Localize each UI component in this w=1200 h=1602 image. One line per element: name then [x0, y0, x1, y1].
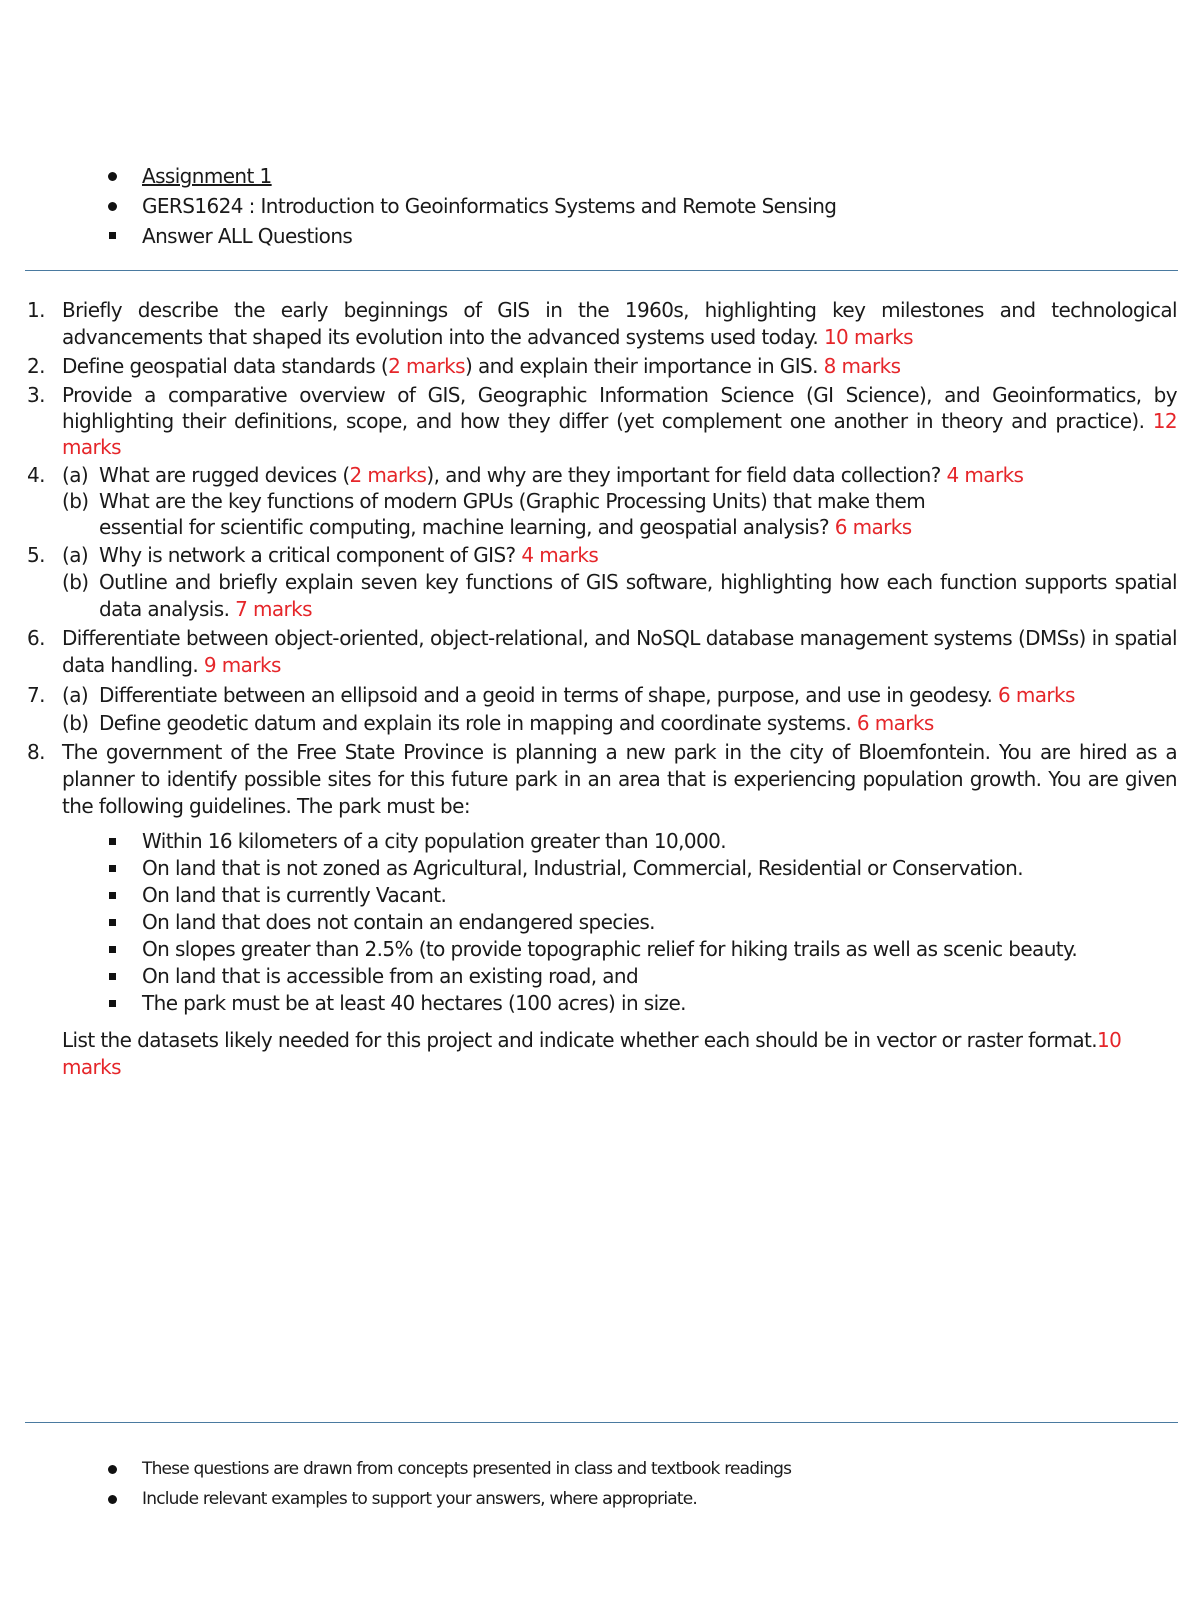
marks-label: 6 marks: [834, 515, 912, 539]
guideline-item: On slopes greater than 2.5% (to provide topographic relief for hiking trails as well as scenic beauty.: [62, 936, 1177, 963]
guideline-item: On land that is accessible from an existing road, and: [62, 963, 1177, 990]
question-4b: [62, 488, 1177, 540]
question-number: 2.: [27, 354, 45, 378]
question-number: 3.: [27, 383, 45, 407]
sub-label: (b): [62, 570, 89, 594]
guideline-list: [62, 828, 1177, 1017]
question-7: [25, 681, 1177, 737]
question-number: 8.: [27, 740, 45, 764]
bullet-square-icon: [109, 892, 116, 899]
instruction-text: Answer ALL Questions: [142, 224, 353, 248]
marks-label: 10 marks: [823, 325, 913, 349]
question-text: Provide a comparative overview of GIS, Geographic Information Science (GI Science), and Geoinformatics, by highlighting their definitions, scope, and how they differ (yet complement one another in theory and practice). 12 marks: [62, 383, 1177, 459]
marks-label: 2 marks: [349, 463, 427, 487]
guideline-item: The park must be at least 40 hectares (100 acres) in size.: [62, 990, 1177, 1017]
question-6: [25, 625, 1177, 679]
footer-item: [105, 1484, 1155, 1514]
marks-label: 6 marks: [998, 683, 1075, 707]
question-number: 1.: [27, 298, 45, 322]
marks-label: 7 marks: [235, 597, 312, 621]
bullet-square-icon: [109, 919, 116, 926]
question-text: Differentiate between an ellipsoid and a geoid in terms of shape, purpose, and use in geodesy. 6 marks: [99, 683, 1075, 707]
header-item: [105, 191, 1155, 221]
sub-label: (b): [62, 489, 89, 513]
question-7b: [62, 709, 1177, 737]
bullet-dot-icon: [108, 1495, 117, 1504]
guideline-item: On land that is not zoned as Agricultural, Industrial, Commercial, Residential or Conservation.: [62, 855, 1177, 882]
question-text: What are the key functions of modern GPUs (Graphic Processing Units) that make them essential for scientific computing, machine learning, and geospatial analysis? 6 marks: [99, 489, 926, 539]
marks-label: 6 marks: [856, 711, 934, 735]
footer-divider: [25, 1422, 1178, 1423]
question-8: [25, 739, 1177, 1081]
marks-label: 4 marks: [521, 543, 599, 567]
question-number: 6.: [27, 626, 45, 650]
question-2: [25, 353, 1177, 380]
bullet-dot-icon: [108, 202, 117, 211]
header-item: [105, 161, 1155, 191]
header-item: [105, 221, 1155, 251]
question-4a: [62, 462, 1177, 488]
question-list: [25, 297, 1177, 1083]
footer-note: These questions are drawn from concepts presented in class and textbook readings: [142, 1459, 792, 1479]
question-3: [25, 382, 1177, 460]
question-text: Define geospatial data standards (2 marks) and explain their importance in GIS. 8 marks: [62, 354, 901, 378]
question-5: [25, 542, 1177, 623]
bullet-square-icon: [109, 865, 116, 872]
header-divider: [25, 270, 1178, 271]
sub-label: (a): [62, 683, 89, 707]
question-7a: [62, 681, 1177, 709]
question-5b: [62, 569, 1177, 623]
assignment-header: [105, 161, 1155, 251]
question-text: Differentiate between object-oriented, object-relational, and NoSQL database management systems (DMSs) in spatial data handling. 9 marks: [62, 626, 1177, 677]
question-number: 7.: [27, 683, 45, 707]
bullet-square-icon: [109, 838, 116, 845]
guideline-item: On land that is currently Vacant.: [62, 882, 1177, 909]
question-text: Briefly describe the early beginnings of GIS in the 1960s, highlighting key milestones and technological advancements that shaped its evolution into the advanced systems used today. 10 marks: [62, 298, 1177, 349]
bullet-square-icon: [109, 946, 116, 953]
question-number: 5.: [27, 543, 45, 567]
footer-note: Include relevant examples to support your answers, where appropriate.: [142, 1489, 698, 1509]
sub-label: (a): [62, 543, 89, 567]
marks-label: 10 marks: [62, 1028, 1122, 1079]
question-text: Why is network a critical component of GIS? 4 marks: [99, 543, 599, 567]
bullet-square-icon: [109, 1000, 116, 1007]
question-text: Define geodetic datum and explain its role in mapping and coordinate systems. 6 marks: [99, 711, 934, 735]
marks-label: 2 marks: [388, 354, 465, 378]
question-closing: List the datasets likely needed for this project and indicate whether each should be in vector or raster format.10 marks: [62, 1028, 1122, 1079]
bullet-dot-icon: [108, 1465, 117, 1474]
footer-notes: [105, 1454, 1155, 1514]
question-5a: [62, 542, 1177, 569]
marks-label: 8 marks: [823, 354, 901, 378]
sub-label: (b): [62, 711, 89, 735]
marks-label: 4 marks: [946, 463, 1024, 487]
bullet-dot-icon: [108, 172, 117, 181]
bullet-square-icon: [109, 973, 116, 980]
question-4: [25, 462, 1177, 540]
guideline-item: Within 16 kilometers of a city population greater than 10,000.: [62, 828, 1177, 855]
assignment-title: Assignment 1: [142, 164, 272, 188]
question-text: What are rugged devices (2 marks), and why are they important for field data collection? 4 marks: [99, 463, 1024, 487]
course-title: GERS1624 : Introduction to Geoinformatics Systems and Remote Sensing: [142, 194, 837, 218]
question-1: [25, 297, 1177, 351]
question-text: Outline and briefly explain seven key functions of GIS software, highlighting how each function supports spatial data analysis. 7 marks: [99, 570, 1177, 621]
marks-label: 12 marks: [62, 409, 1177, 459]
marks-label: 9 marks: [203, 653, 281, 677]
guideline-item: On land that does not contain an endangered species.: [62, 909, 1177, 936]
footer-item: [105, 1454, 1155, 1484]
bullet-square-icon: [109, 232, 116, 239]
sub-label: (a): [62, 463, 89, 487]
question-text: The government of the Free State Province is planning a new park in the city of Bloemfontein. You are hired as a planner to identify possible sites for this future park in an area that is experiencing population growth. You are given the following guidelines. The park must be:: [62, 740, 1177, 818]
question-number: 4.: [27, 463, 45, 487]
